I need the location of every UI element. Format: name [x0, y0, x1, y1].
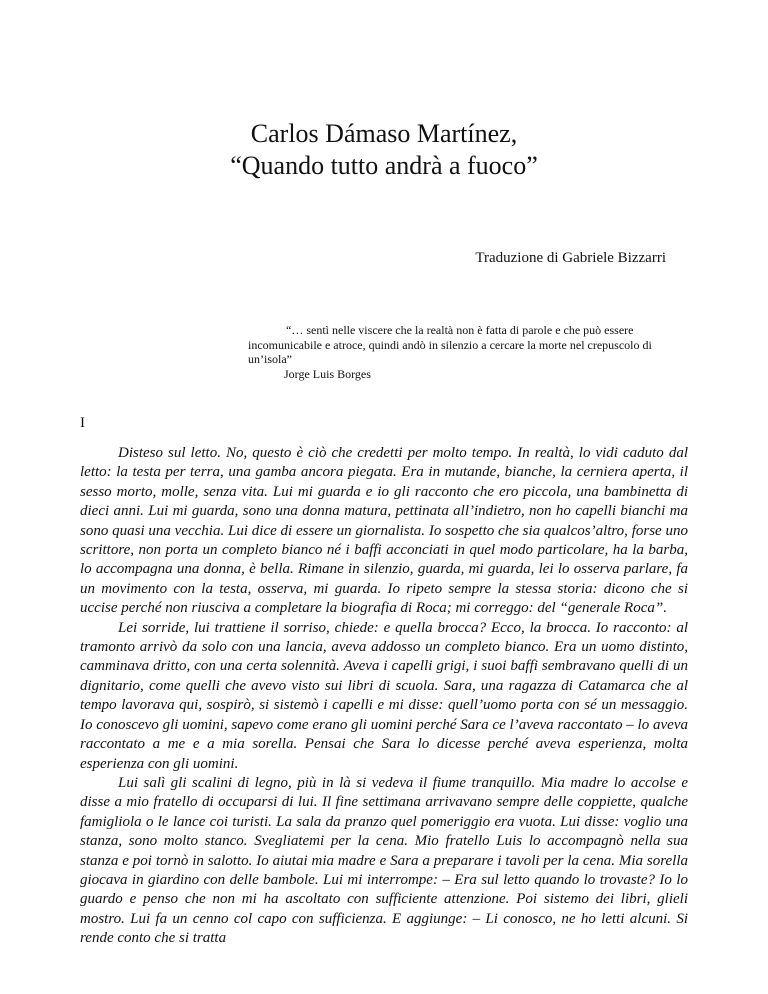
paragraph: Lui salì gli scalini di legno, più in là si vedeva il fiume tranquillo. Mia madre lo accolse e disse a mio fratello di occuparsi di lui. Il fine settimana arrivavano sempre delle coppiette, qualche famigliola o le lance coi turisti. La sala da pranzo quel pomeriggio era vuota. Lui disse: voglio una stanza, sono molto stanco. Svegliatemi per la cena. Mio fratello Luis lo accompagnò nella sua stanza e poi tornò in salotto. Io aiutai mia madre e Sara a preparare i tavoli per la cena. Mia sorella giocava in giardino con delle bambole. Lui mi interrompe: – Era sul letto quando lo trovaste? Io lo guardo e penso che non mi ha ascoltato con sufficiente attenzione. Poi sistemo dei libri, glieli mostro. Lui fa un cenno col capo con sufficienza. E aggiunge: – Li conosco, ne ho letti alcuni. Si rende conto che si tratta [80, 774, 688, 947]
body-text [80, 444, 688, 949]
epigraph-author: Jorge Luis Borges [284, 366, 371, 381]
section-number: I [80, 415, 85, 431]
translator-credit: Traduzione di Gabriele Bizzarri [475, 250, 666, 266]
title-line-author: Carlos Dámaso Martínez, [250, 119, 518, 148]
epigraph [248, 323, 688, 381]
paragraph: Lei sorride, lui trattiene il sorriso, chiede: e quella brocca? Ecco, la brocca. Io racconto: al tramonto arrivò da solo con una lancia, aveva addosso un completo bianco. Era un uomo distinto, camminava dritto, con una certa solennità. Aveva i capelli grigi, i suoi baffi sembravano quelli di un dignitario, come quelli che avevo visto sui libri di scuola. Sara, una ragazza di Catamarca che al tempo lavorava qui, sospirò, si sistemò i capelli e mi disse: quell’uomo porta con sé un messaggio. Io conoscevo gli uomini, sapevo come erano gli uomini perché Sara ce l’aveva raccontato – lo aveva raccontato a me e a mia sorella. Pensai che Sara lo dicesse perché aveva esperienza, molta esperienza con gli uomini. [80, 619, 688, 772]
page-title [0, 118, 768, 182]
epigraph-quote: “… sentì nelle viscere che la realtà non è fatta di parole e che può essere incomunicabile e atroce, quindi andò in silenzio a cercare la morte nel crepuscolo di un’isola” [248, 323, 652, 366]
title-line-work: “Quando tutto andrà a fuoco” [230, 151, 538, 180]
paragraph: Disteso sul letto. No, questo è ciò che credetti per molto tempo. In realtà, lo vidi caduto dal letto: la testa per terra, una gamba ancora piegata. Era in mutande, bianche, la cerniera aperta, il sesso morto, molle, senza vita. Lui mi guarda e io gli racconto che ero piccola, una bambinetta di dieci anni. Lui mi guarda, sono una donna matura, pettinata all’indietro, non ho capelli bianchi ma sono quasi una vecchia. Lui dice di essere un giornalista. Io sospetto che sia qualcos’altro, forse uno scrittore, non porta un completo bianco né i baffi acconciati in quel modo particolare, ha la barba, lo accompagna una donna, è bella. Rimane in silenzio, guarda, mi guarda, lei lo osserva parlare, fa un movimento con la testa, osserva, mi guarda. Io ripeto sempre la stessa storia: dicono che si uccise perché non riusciva a completare la biografia di Roca; mi correggo: del “generale Roca”. [80, 445, 688, 617]
